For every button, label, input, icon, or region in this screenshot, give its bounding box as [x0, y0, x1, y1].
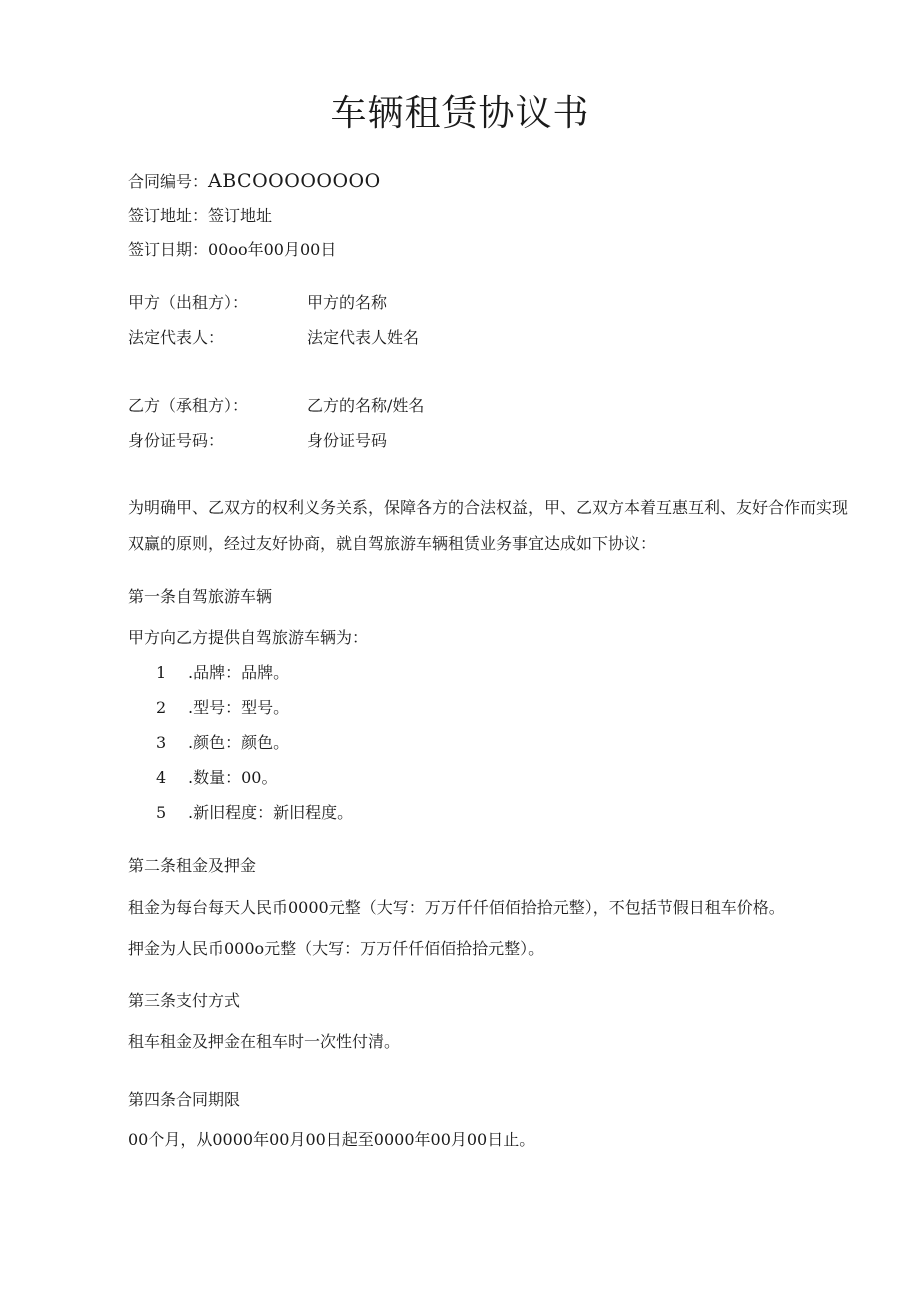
party-b-id-value: 身份证号码: [307, 431, 388, 450]
list-item: [156, 803, 353, 823]
list-item: [156, 768, 277, 788]
list-item-text: .型号：型号。: [188, 698, 290, 717]
list-item: [156, 698, 289, 718]
list-item-number: 1: [156, 663, 167, 682]
intro-paragraph: 为明确甲、乙双方的权利义务关系，保障各方的合法权益，甲、乙双方本着互惠互利、友好合作而实现双赢的原则，经过友好协商，就自驾旅游车辆租赁业务事宜达成如下协议：: [128, 498, 849, 553]
list-item-number: 3: [156, 733, 167, 752]
party-a-label: 甲方（出租方）：: [128, 293, 249, 312]
list-item-number: 2: [156, 698, 167, 717]
party-a-value: 甲方的名称: [307, 293, 388, 312]
article3-heading: 第三条支付方式: [128, 991, 241, 1010]
list-item-text: .新旧程度：新旧程度。: [188, 803, 354, 822]
party-a-rep-label: 法定代表人：: [128, 328, 225, 347]
contract-number-label: 合同编号：: [128, 172, 209, 191]
article4-heading: 第四条合同期限: [128, 1090, 241, 1109]
article1-heading: 第一条自驾旅游车辆: [128, 587, 273, 606]
list-item-number: 4: [156, 768, 167, 787]
sign-date: 签订日期：00oo年00月00日: [128, 240, 337, 259]
party-b-id-label: 身份证号码：: [128, 431, 225, 450]
document-title: 车辆租赁协议书: [330, 93, 590, 134]
contract-number: [128, 171, 381, 192]
list-item-number: 5: [156, 803, 167, 822]
list-item-text: .颜色：颜色。: [188, 733, 290, 752]
article3-line1: 租车租金及押金在租车时一次性付清。: [128, 1032, 401, 1051]
list-item: [156, 663, 289, 683]
article2-line1: 租金为每台每天人民币0000元整（大写：万万仟仟佰佰拾拾元整），不包括节假日租车价格。: [128, 898, 785, 917]
article2-line2: 押金为人民币000o元整（大写：万万仟仟佰佰拾拾元整）。: [128, 939, 545, 958]
party-a-rep-value: 法定代表人姓名: [307, 328, 420, 347]
article2-heading: 第二条租金及押金: [128, 856, 257, 875]
article4-line1: 00个月，从0000年00月00日起至0000年00月00日止。: [128, 1130, 536, 1149]
contract-number-value: ABCOOOOOOOO: [208, 170, 381, 192]
article1-lead: 甲方向乙方提供自驾旅游车辆为：: [128, 628, 369, 647]
list-item: [156, 733, 289, 753]
party-b-value: 乙方的名称/姓名: [307, 396, 425, 415]
list-item-text: .数量：00。: [188, 768, 278, 787]
list-item-text: .品牌：品牌。: [188, 663, 290, 682]
party-b-label: 乙方（承租方）：: [128, 396, 249, 415]
sign-place: 签订地址：签订地址: [128, 206, 273, 225]
